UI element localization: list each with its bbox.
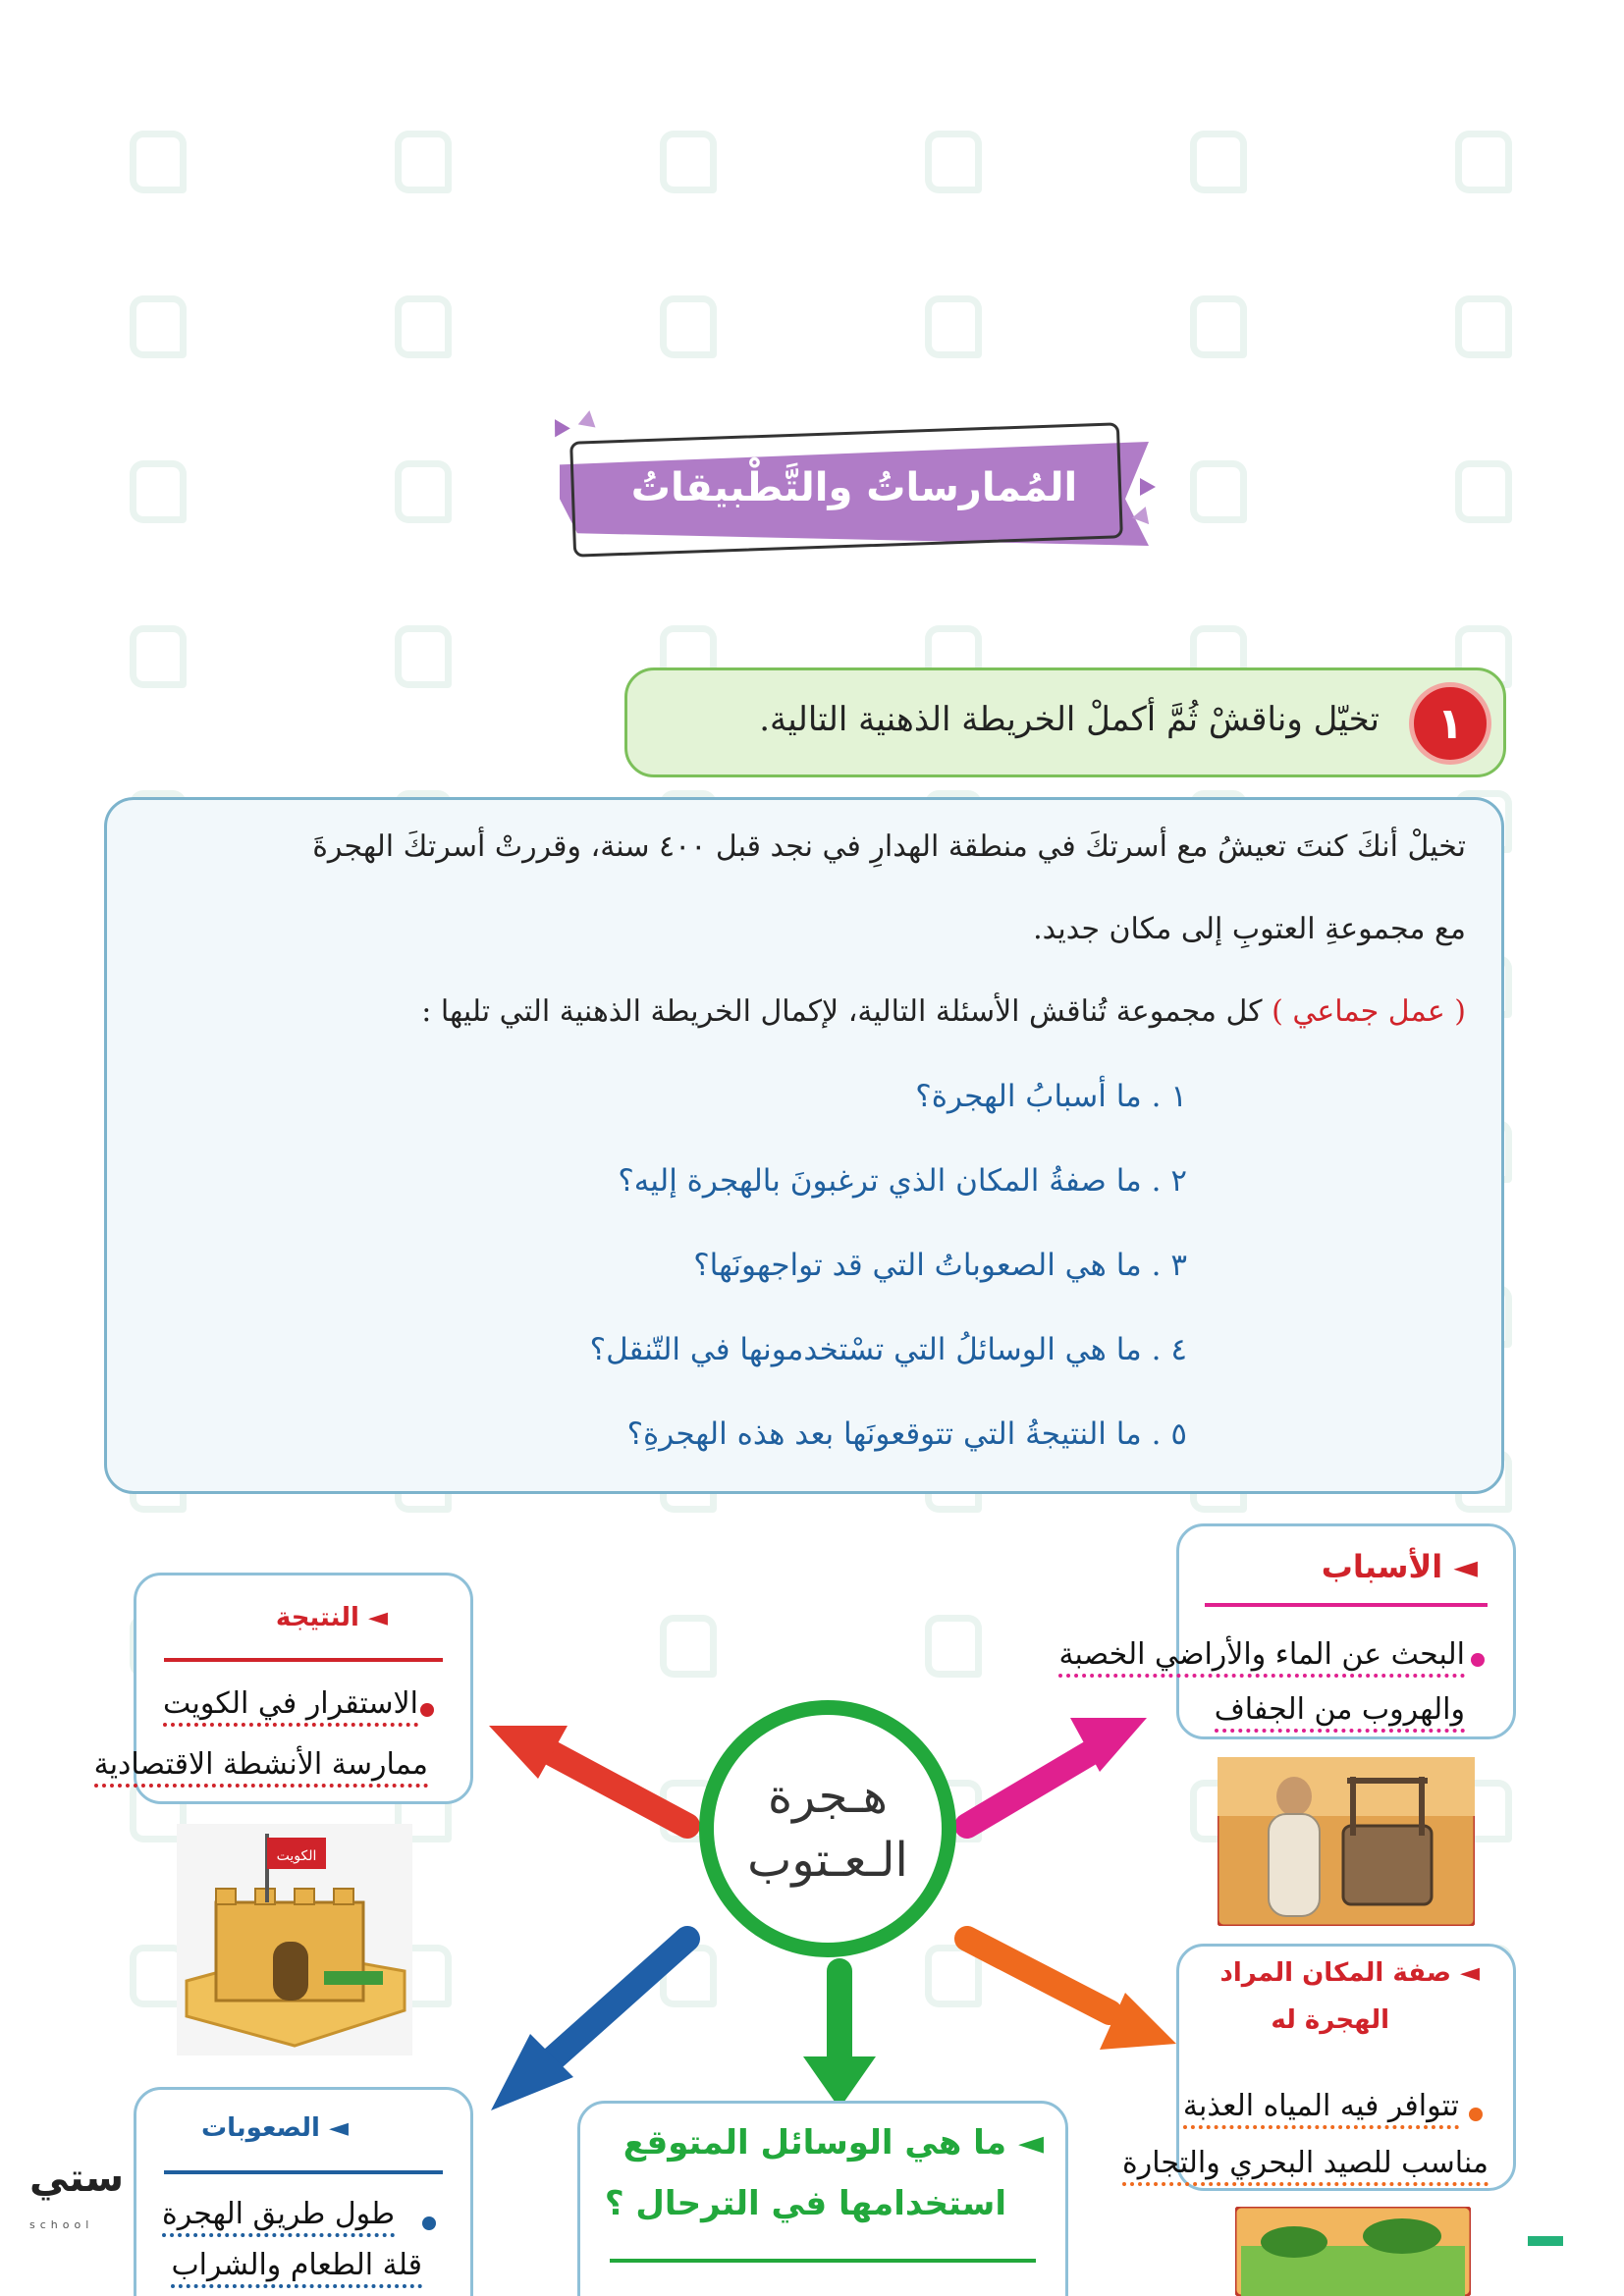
task-header [624,667,1506,777]
scenario-line-1: تخيلْ أنكَ كنتَ تعيشُ مع أسرتكَ في منطقة الهدارِ في نجد قبل ٤٠٠ سنة، وقررتْ أسرتكَ الهجرةَ [312,829,1466,864]
group-work-text: كل مجموعة تُناقش الأسئلة التالية، لإكمال الخريطة الذهنية التي تليها : [421,994,1263,1029]
result-title: ◄ النتيجة [275,1603,388,1632]
task-instruction: تخيّل وناقشْ ثُمَّ أكملْ الخريطة الذهنية التالية. [759,700,1380,739]
difficulties-rule [164,2170,443,2174]
bullet-icon [1469,2108,1483,2121]
watermark-logo [39,457,187,526]
watermark-logo [1365,128,1512,196]
scenario-line-2: مع مجموعةِ العتوبِ إلى مكان جديد. [1033,912,1466,946]
watermark-mark-icon [1190,295,1247,358]
kuwait-fort-illustration [177,1824,412,2056]
watermark-mark-icon [130,460,187,523]
question-1: ١ . ما أسبابُ الهجرة؟ [915,1079,1187,1114]
result-answer-2: ممارسة الأنشطة الاقتصادية [94,1747,428,1788]
question-5: ٥ . ما النتيجةُ التي تتوقعونَها بعد هذه الهجرةِ؟ [626,1416,1187,1452]
watermark-logo [1100,293,1247,361]
watermark-logo [1365,457,1512,526]
watermark-mark-icon [130,295,187,358]
watermark-logo [39,622,187,691]
arrow-difficulties [491,1939,687,2110]
watermark-mark-icon [925,295,982,358]
place-answer-1: تتوافر فيه المياه العذبة [1183,2089,1459,2129]
group-work-label: ( عمل جماعي ) [1272,994,1466,1029]
difficulties-answer-1: طول طريق الهجرة [162,2197,395,2237]
watermark-mark-icon [1190,131,1247,193]
watermark-mark-icon [395,131,452,193]
watermark-mark-icon [130,625,187,688]
watermark-mark-icon [1455,131,1512,193]
section-title: المُمارساتُ والتَّطْبيقاتُ [630,465,1078,510]
watermark-logo [1100,128,1247,196]
oasis-illustration [1235,2207,1471,2296]
scenario-panel [104,797,1504,1494]
flag-label: الكويت [276,1848,317,1864]
watermark-logo [304,293,452,361]
center-line-1: هـجرة [768,1769,888,1825]
result-rule [164,1658,443,1662]
section-banner [550,424,1159,561]
watermark-mark-icon [660,295,717,358]
sparkle-icon [578,409,599,428]
watermark-mark-icon [395,460,452,523]
means-rule [610,2259,1036,2263]
bullet-icon [420,1703,434,1717]
well-illustration [1218,1757,1475,1926]
arrow-means [803,1971,876,2109]
footer-logo: ستي [29,2156,125,2201]
task-number-badge: ١ [1409,682,1491,765]
watermark-logo [304,622,452,691]
watermark-mark-icon [1455,460,1512,523]
question-3: ٣ . ما هي الصعوباتُ التي قد تواجهونَها؟ [693,1248,1187,1283]
mindmap-center [699,1700,956,1957]
watermark-logo [304,128,452,196]
watermark-mark-icon [1190,460,1247,523]
arrow-place [967,1939,1176,2050]
means-title-line-2: استخدامها في الترحال ؟ [604,2184,1006,2223]
sparkle-icon [547,415,570,438]
sparkle-icon [1140,478,1156,496]
question-4: ٤ . ما هي الوسائلُ التي تسْتخدمونها في التّنقل؟ [589,1332,1187,1367]
footer-sub: school [29,2218,94,2231]
causes-rule [1205,1603,1488,1607]
watermark-logo [835,128,982,196]
place-title-line-1: ◄ صفة المكان المراد [1219,1958,1480,1988]
bullet-icon [422,2216,436,2230]
watermark-mark-icon [130,131,187,193]
arrow-causes [967,1718,1147,1826]
watermark-mark-icon [925,131,982,193]
difficulties-answer-2: قلة الطعام والشراب [171,2248,422,2288]
place-answer-2: مناسب للصيد البحري والتجارة [1122,2146,1489,2186]
watermark-mark-icon [395,295,452,358]
watermark-mark-icon [1455,295,1512,358]
means-title-line-1: ◄ ما هي الوسائل المتوقع [623,2123,1044,2163]
watermark-logo [835,293,982,361]
difficulties-title: ◄ الصعوبات [201,2113,349,2143]
watermark-logo [569,128,717,196]
causes-answer-1: البحث عن الماء والأراضي الخصبة [1058,1637,1465,1678]
group-work-line [421,994,1466,1029]
watermark-mark-icon [660,131,717,193]
question-2: ٢ . ما صفةُ المكان الذي ترغبونَ بالهجرة إليه؟ [618,1163,1187,1199]
causes-title: ◄ الأسباب [1321,1548,1478,1585]
result-answer-1: الاستقرار في الكويت [163,1686,418,1727]
watermark-logo [39,128,187,196]
page-marker [1528,2236,1563,2246]
place-title-line-2: الهجرة له [1271,2005,1389,2035]
watermark-logo [569,293,717,361]
causes-answer-2: والهروب من الجفاف [1215,1692,1465,1733]
watermark-logo [39,293,187,361]
center-line-2: الـعـتوب [747,1833,908,1888]
watermark-mark-icon [395,625,452,688]
watermark-logo [1365,293,1512,361]
means-box [577,2101,1068,2296]
watermark-logo [304,457,452,526]
bullet-icon [1471,1653,1485,1667]
arrow-result [489,1726,687,1826]
